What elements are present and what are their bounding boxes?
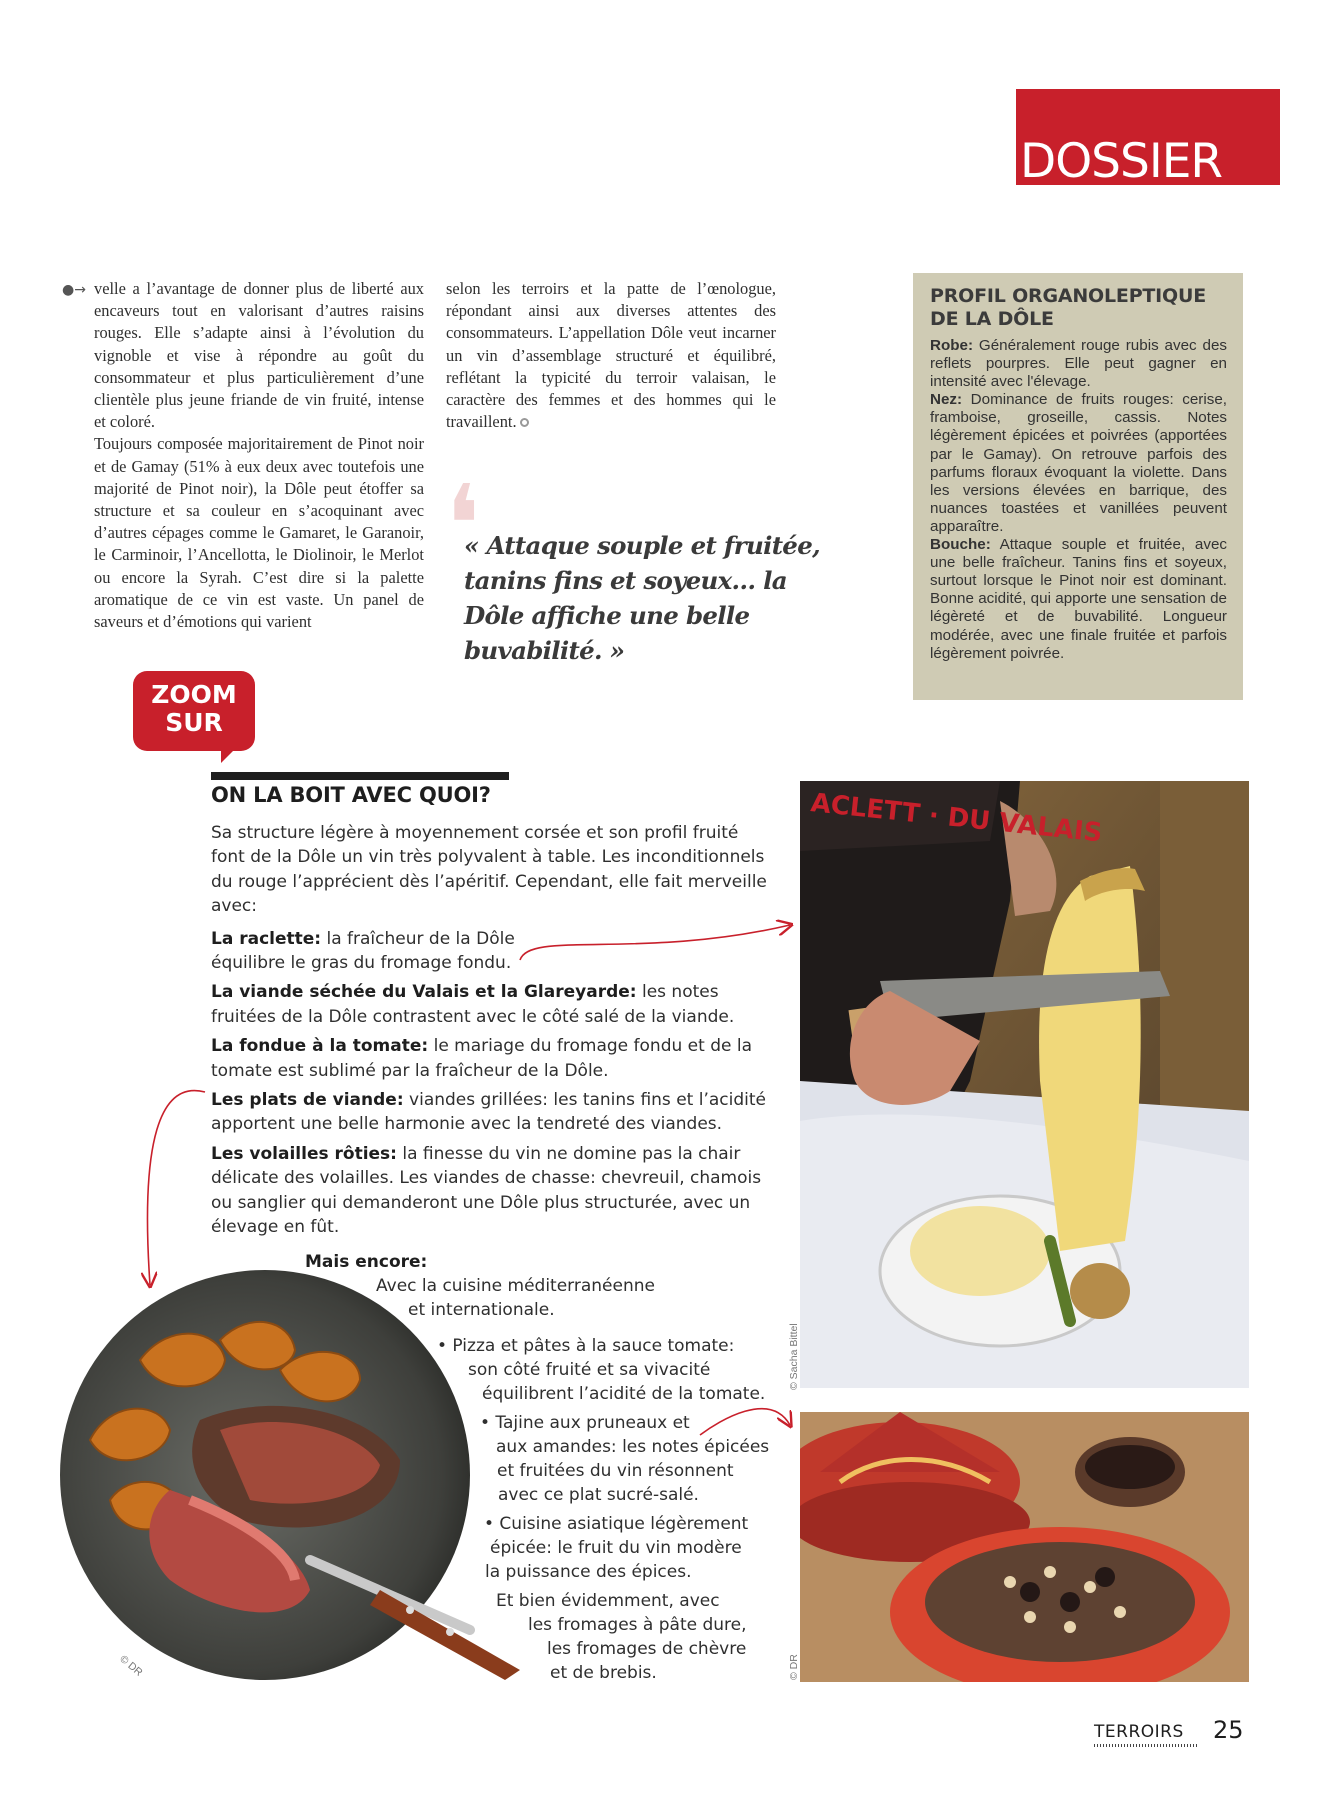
- encore-line: • Pizza et pâtes à la sauce tomate:: [437, 1336, 735, 1356]
- encore-line: • Tajine aux pruneaux et: [480, 1413, 690, 1433]
- footer-underline: [1094, 1744, 1198, 1747]
- encore-line: les fromages de chèvre: [547, 1639, 747, 1659]
- section-title: DOSSIER: [1020, 134, 1223, 189]
- profile-title: PROFIL ORGANOLEPTIQUE DE LA DÔLE: [930, 285, 1207, 330]
- nez-label: Nez:: [930, 391, 963, 409]
- encore-line: aux amandes: les notes épicées: [496, 1437, 770, 1457]
- pairing-item: La viande séchée du Valais et la Glareyarde: les notes fruitées de la Dôle contrastent avec le côté salé de la viande.: [211, 982, 735, 1027]
- zoom-title: ON LA BOIT AVEC QUOI?: [211, 783, 491, 807]
- encore-line: les fromages à pâte dure,: [528, 1615, 747, 1635]
- photo-credit: © DR: [788, 1654, 800, 1680]
- continued-arrow-icon: ●→: [62, 282, 86, 298]
- encore-line: et de brebis.: [550, 1663, 657, 1683]
- encore-line: et internationale.: [408, 1300, 555, 1320]
- encore-line: son côté fruité et sa vivacité: [468, 1360, 711, 1380]
- photo-credit: © DR: [117, 1653, 145, 1679]
- bouche-text: Attaque souple et fruitée, avec une belle fraîcheur. Tanins fins et soyeux, surtout lorsque le Pinot noir est dominant. Bonne acidité, qui apporte une sensation de légèreté et de buvabilité. Longueur modérée, avec une finale fruitée et parfois légèrement poivrée.: [930, 536, 1227, 662]
- mais-encore-title: Mais encore:: [305, 1252, 428, 1272]
- robe-label: Robe:: [930, 337, 974, 354]
- zoom-badge-line1: ZOOM: [151, 680, 237, 709]
- robe-text: Généralement rouge rubis avec des reflets pourpres. Elle peut gagner en intensité avec l'élevage.: [930, 337, 1227, 391]
- pull-quote: « Attaque souple et fruitée, tanins fins et soyeux… la Dôle affiche une belle buvabilité. »: [464, 531, 820, 665]
- pairing-item: Les volailles rôties: la finesse du vin ne domine pas la chair délicate des volailles. Les viandes de chasse: chevreuil, chamois ou sanglier qui demanderont une Dôle plus structurée, avec un élevage en fût.: [211, 1143, 762, 1238]
- pairing-item: La fondue à la tomate: le mariage du fromage fondu et de la tomate est sublimé par la fraîcheur de la Dôle.: [211, 1036, 752, 1081]
- quote-mark-icon: ❛: [445, 461, 481, 589]
- page-number: 25: [1213, 1716, 1244, 1744]
- zoom-intro: Sa structure légère à moyennement corsée et son profil fruité font de la Dôle un vin très polyvalent à table. Les inconditionnels du rouge l’apprécient dès l’apéritif. Cependant, elle fait merveille avec:: [211, 823, 767, 917]
- encore-line: équilibrent l’acidité de la tomate.: [482, 1384, 766, 1404]
- bouche-label: Bouche:: [930, 536, 991, 554]
- encore-line: Avec la cuisine méditerranéenne: [376, 1276, 655, 1296]
- encore-line: la puissance des épices.: [485, 1562, 692, 1582]
- encore-line: • Cuisine asiatique légèrement: [484, 1514, 749, 1534]
- encore-line: Et bien évidemment, avec: [496, 1591, 720, 1611]
- zoom-badge-line2: SUR: [165, 708, 223, 737]
- encore-line: avec ce plat sucré-salé.: [498, 1485, 699, 1505]
- pairing-item: Les plats de viande: viandes grillées: les tanins fins et l’acidité apportent une belle harmonie avec la tendreté des viandes.: [211, 1090, 766, 1135]
- pairing-item: La raclette: la fraîcheur de la Dôle équilibre le gras du fromage fondu.: [211, 928, 515, 974]
- apron-print: ACLETT · DU VALAIS: [809, 788, 1104, 849]
- encore-line: épicée: le fruit du vin modère: [490, 1538, 742, 1558]
- magazine-name: TERROIRS: [1094, 1722, 1184, 1742]
- article-paragraph: velle a l’avantage de donner plus de liberté aux encaveurs tout en valorisant d’autres raisins rouges. Elle s’adapte ainsi à l’évolution du vignoble et vise à répondre au goût du consommateur et plus particulièrement d’une clientèle plus jeune friande de vin fruité, intense et coloré.: [94, 279, 424, 432]
- nez-text: Dominance de fruits rouges: cerise, framboise, groseille, cassis. Notes légèrement épicées et poivrées (apportées par le Gamay). On retrouve parfois des parfums floraux évoquant la violette. Dans les versions élevées en barrique, des nuances toastées et vanillées peuvent apparaître.: [930, 391, 1227, 535]
- article-paragraph: selon les terroirs et la patte de l’œnologue, répondant ainsi aux diverses attentes des consommateurs. L’appellation Dôle veut incarner un vin d’assemblage structuré et équilibré, reflétant la typicité du terroir valaisan, le caractère des femmes et des hommes qui le travaillent.: [446, 279, 776, 432]
- photo-credit: © Sacha Bittel: [788, 1323, 800, 1390]
- encore-line: et fruitées du vin résonnent: [497, 1461, 734, 1481]
- article-paragraph: Toujours composée majoritairement de Pinot noir et de Gamay (51% à eux deux avec toutefois une majorité de Pinot noir), la Dôle peut étoffer sa structure et sa couleur en s’acoquinant avec d’autres cépages comme le Gamaret, le Garanoir, le Carminoir, l’Ancellotta, le Diolinoir, le Merlot ou encore la Syrah. C’est dire si la palette aromatique de ce vin est vaste. Un panel de saveurs et d’émotions qui varient: [94, 434, 424, 632]
